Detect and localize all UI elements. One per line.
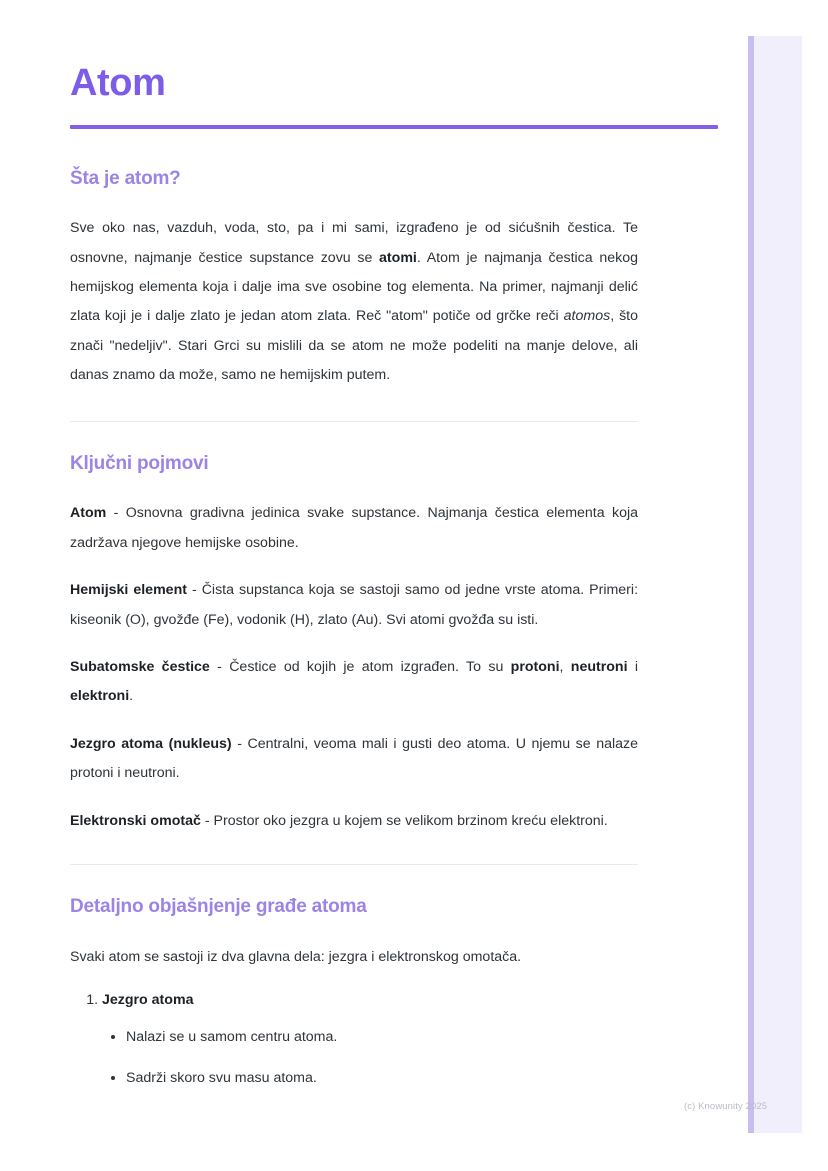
term-definition-part4: . — [129, 688, 134, 705]
term-bold-protoni: protoni — [510, 658, 560, 675]
section-body-what-is-atom — [70, 214, 638, 390]
paragraph-detailed-intro: Svaki atom se sastoji iz dva glavna dela: jezgra i elektronskog omotača. — [70, 948, 522, 965]
term-definition-part1: Čestice od kojih je atom izgrađen. To su — [229, 658, 511, 675]
section-body-detailed-structure — [70, 943, 638, 1090]
term-definition-elektronski-omotac: Prostor oko jezgra u kojem se velikom brzinom kreću elektroni. — [213, 812, 608, 829]
paragraph-italic-atomos: atomos — [563, 308, 611, 325]
term-name-elektronski-omotac: Elektronski omotač — [70, 812, 201, 829]
term-definition-jezgro-atoma: Centralni, veoma mali i gusti deo atoma. U njemu se nalaze protoni i neutroni. — [70, 735, 639, 782]
term-definition-part2: , — [559, 658, 571, 675]
list-item-jezgro-atoma — [102, 986, 638, 1089]
right-edge-band-border — [748, 36, 754, 1133]
term-entry-hemijski-element — [70, 576, 638, 635]
term-name-hemijski-element: Hemijski element — [70, 582, 187, 599]
term-separator: - — [231, 735, 248, 752]
term-separator: - — [106, 505, 126, 522]
list-item-title: Jezgro atoma — [102, 992, 194, 1009]
paragraph-what-is-atom — [70, 214, 638, 390]
term-entry-atom — [70, 499, 638, 558]
section-heading-key-terms: Ključni pojmovi — [70, 452, 209, 474]
document-content — [70, 62, 718, 1108]
term-separator: - — [186, 582, 202, 599]
paragraph-text-part1: Sve oko nas, vazduh, voda, sto, pa i mi sami, izgrađeno je od sićušnih čestica. Te osnovne, najmanje čestice supstance zovu se — [70, 220, 638, 266]
section-heading-detailed-structure: Detaljno objašnjenje građe atoma — [70, 895, 367, 917]
paragraph-text-part2: . Atom je najmanja čestica nekog hemijskog elementa koja i dalje ima sve osobine tog elementa. Na primer, najmanji delić zlata koji je i dalje zlato je jedan atom zlata. Reč "atom" potiče od grčke reči — [70, 249, 638, 325]
section-body-key-terms — [70, 499, 638, 836]
term-separator: - — [200, 812, 214, 829]
term-separator: - — [209, 658, 230, 675]
paragraph-text-part3: , što znači "nedeljiv". Stari Grci su mislili da se atom ne može podeliti na manje delove, ali danas znamo da može, samo ne hemijskim putem. — [70, 308, 638, 384]
list-item: • Nalazi se u samom centru atoma. — [126, 1026, 638, 1048]
paragraph-bold-atomi: atomi — [379, 249, 417, 266]
term-definition-part3: i — [627, 658, 639, 675]
right-edge-band — [748, 36, 802, 1133]
term-definition-hemijski-element: Čista supstanca koja se sastoji samo od jedne vrste atoma. Primeri: kiseonik (O), gvožđe (Fe), vodonik (H), zlato (Au). Svi atomi gvožđa su isti. — [70, 582, 639, 628]
ordered-list-atom-parts — [70, 986, 638, 1089]
term-definition-atom: Osnovna gradivna jedinica svake supstance. Najmanja čestica elementa koja zadržava njegove hemijske osobine. — [70, 505, 638, 551]
section-heading-what-is-atom: Šta je atom? — [70, 167, 181, 189]
term-name-subatomske-cestice: Subatomske čestice — [70, 658, 210, 675]
term-name-jezgro-atoma: Jezgro atoma (nukleus) — [70, 735, 232, 752]
footer-copyright: (c) Knowunity 2025 — [684, 1101, 768, 1112]
term-entry-jezgro-atoma — [70, 730, 638, 789]
page-title: Atom — [70, 62, 166, 104]
term-bold-elektroni: elektroni — [70, 688, 130, 705]
bullet-list-jezgro-atoma — [102, 1026, 638, 1089]
list-item: • Sadrži skoro svu masu atoma. — [126, 1067, 638, 1089]
term-entry-elektronski-omotac — [70, 807, 638, 836]
term-name-atom: Atom — [70, 505, 107, 522]
term-bold-neutroni: neutroni — [570, 658, 628, 675]
term-entry-subatomske-cestice — [70, 653, 638, 712]
